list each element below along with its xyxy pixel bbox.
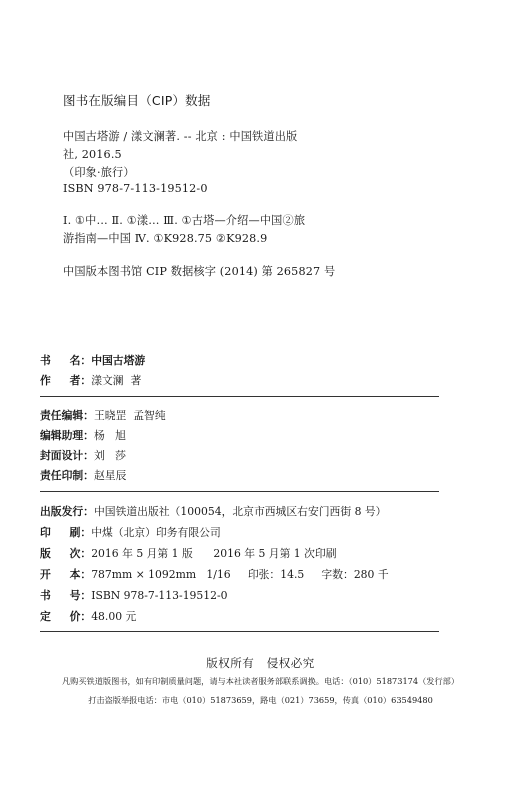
quality-notice: 凡购买铁道版图书，如有印制质量问题，请与本社读者服务部联系调换。电话：（010）51873174（发行部） <box>61 676 460 686</box>
cip-line-3: （印象·旅行） <box>63 166 135 179</box>
editor-label: 责任编辑： <box>40 409 94 422</box>
editor-value: 刘 莎 <box>93 449 126 462</box>
book-author-value: 漾文澜 著 <box>91 374 142 387</box>
publishing-row <box>40 500 386 519</box>
publishing-value: 48.00 元 <box>91 610 137 623</box>
editor-row <box>40 424 126 443</box>
book-title-label: 书 名： <box>40 354 92 367</box>
publishing-value: 787mm × 1092mm 1/16 印张：14.5 字数：280 千 <box>91 568 389 581</box>
publishing-label: 定 价： <box>40 610 92 623</box>
cip-heading: 图书在版编目（CIP）数据 <box>63 93 211 108</box>
divider-2 <box>40 491 439 492</box>
cip-isbn: ISBN 978-7-113-19512-0 <box>63 182 208 195</box>
publishing-value: 2016 年 5 月第 1 版 2016 年 5 月第 1 次印刷 <box>91 547 337 560</box>
book-author-row <box>40 369 141 388</box>
editor-row <box>40 404 166 423</box>
publishing-row <box>40 542 337 561</box>
rights-notice: 版权所有 侵权必究 <box>206 656 315 670</box>
cip-line-1: 中国古塔游 / 漾文澜著. -- 北京 : 中国铁道出版 <box>63 130 298 143</box>
editor-value: 王晓罡 孟智纯 <box>93 409 166 422</box>
publishing-label: 书 号： <box>40 589 92 602</box>
editor-value: 杨 旭 <box>93 429 126 442</box>
divider-1 <box>40 396 439 397</box>
publishing-label: 版 次： <box>40 547 92 560</box>
publishing-value: ISBN 978-7-113-19512-0 <box>91 589 228 602</box>
book-title-row <box>40 349 145 368</box>
publishing-row <box>40 563 389 582</box>
publishing-row <box>40 521 221 540</box>
divider-3 <box>40 631 439 632</box>
publishing-row <box>40 584 228 603</box>
book-author-label: 作 者： <box>40 374 92 387</box>
cip-line-2: 社, 2016.5 <box>63 148 122 161</box>
publishing-value: 中煤（北京）印务有限公司 <box>91 526 221 539</box>
publishing-label: 印 刷： <box>40 526 92 539</box>
publishing-row <box>40 605 136 624</box>
publishing-label: 出版发行： <box>40 505 94 518</box>
editor-label: 封面设计： <box>40 449 94 462</box>
piracy-report-notice: 打击盗版举报电话：市电（010）51873659，路电（021）73659，传真（010）63549480 <box>88 695 433 705</box>
cip-record-number: 中国版本图书馆 CIP 数据核字 (2014) 第 265827 号 <box>63 265 336 278</box>
publishing-label: 开 本： <box>40 568 92 581</box>
editor-value: 赵星辰 <box>93 469 127 482</box>
cip-classification-2: 游指南—中国 Ⅳ. ①K928.75 ②K928.9 <box>63 232 268 245</box>
book-title-value: 中国古塔游 <box>91 354 146 367</box>
editor-row <box>40 444 126 463</box>
editor-row <box>40 464 126 483</box>
cip-classification-1: Ⅰ. ①中… Ⅱ. ①漾… Ⅲ. ①古塔—介绍—中国②旅 <box>63 214 306 227</box>
editor-label: 责任印制： <box>40 469 94 482</box>
editor-label: 编辑助理： <box>40 429 94 442</box>
publishing-value: 中国铁道出版社（100054，北京市西城区右安门西街 8 号） <box>93 505 387 518</box>
